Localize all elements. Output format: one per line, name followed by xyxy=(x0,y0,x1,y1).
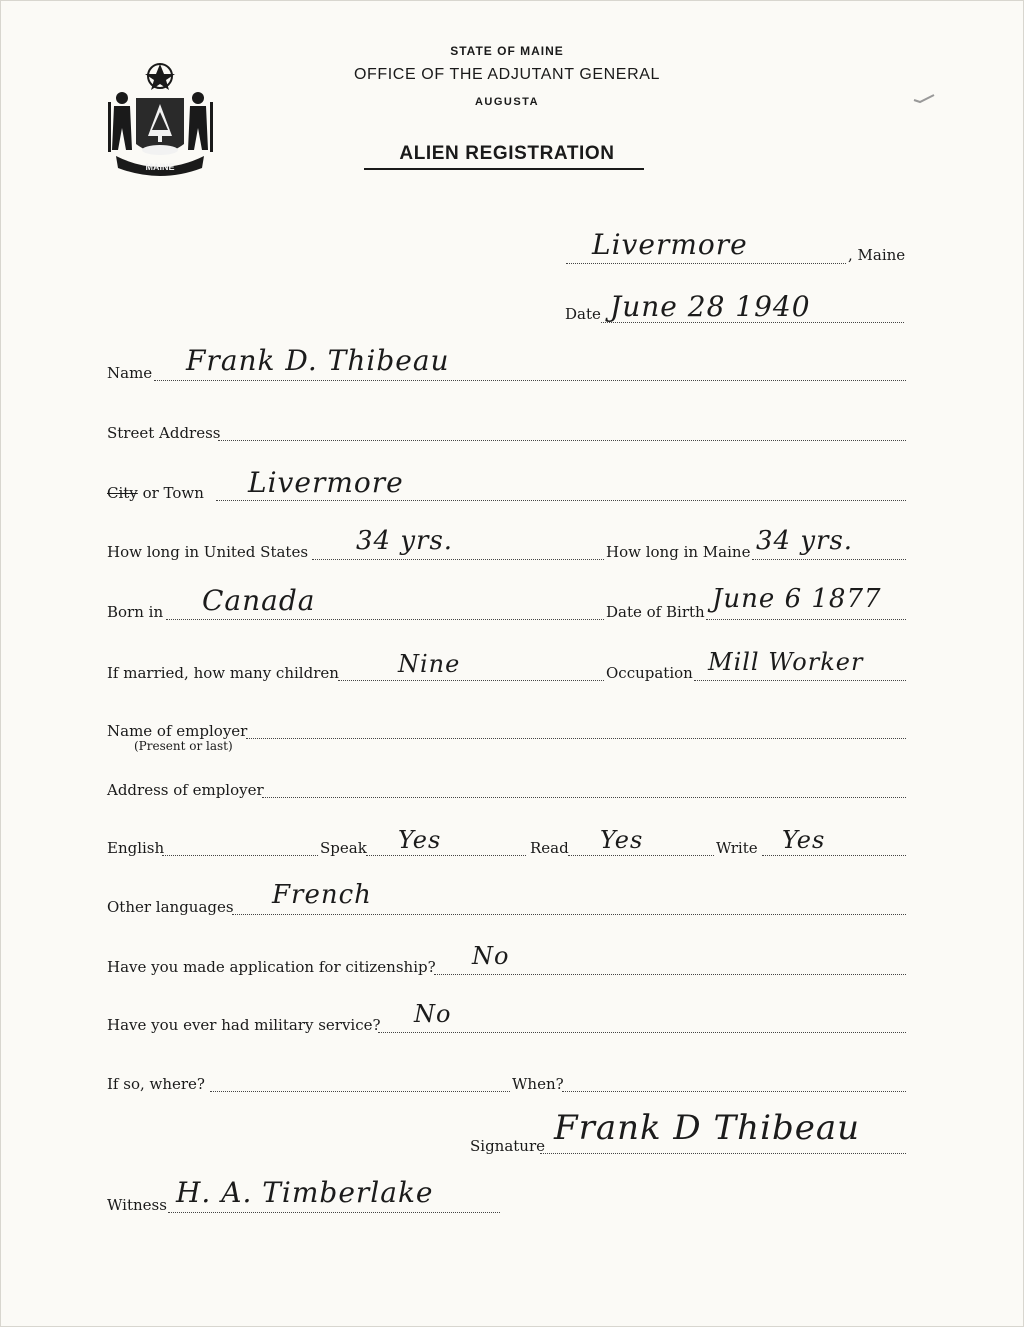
write-line xyxy=(762,854,906,856)
place-suffix: , Maine xyxy=(848,246,906,264)
date-of-birth-label: Date of Birth xyxy=(606,603,705,621)
born-in-line xyxy=(166,618,604,620)
children-value: Nine xyxy=(398,650,461,678)
city-struck-label: City xyxy=(107,484,138,502)
read-value: Yes xyxy=(600,826,644,854)
speak-label: Speak xyxy=(320,839,367,857)
header-state: STATE OF MAINE xyxy=(450,44,564,58)
occupation-label: Occupation xyxy=(606,664,693,682)
how-long-maine-line xyxy=(752,558,906,560)
occupation-value: Mill Worker xyxy=(708,648,864,676)
other-languages-line xyxy=(232,913,906,915)
town-label: or Town xyxy=(142,484,204,502)
born-in-value: Canada xyxy=(202,584,316,617)
how-long-maine-value: 34 yrs. xyxy=(756,526,854,556)
place-value: Livermore xyxy=(592,228,748,261)
employer-name-sublabel: (Present or last) xyxy=(134,739,233,753)
witness-label: Witness xyxy=(107,1196,167,1214)
place-line xyxy=(566,262,846,264)
date-of-birth-line xyxy=(706,618,906,620)
speak-value: Yes xyxy=(398,826,442,854)
name-label: Name xyxy=(107,364,153,382)
where-line xyxy=(210,1090,510,1092)
born-in-label: Born in xyxy=(107,603,164,621)
street-label: Street Address xyxy=(107,424,221,442)
employer-address-line xyxy=(262,796,906,798)
where-label: If so, where? xyxy=(107,1075,205,1093)
when-label: When? xyxy=(512,1075,564,1093)
employer-name-line xyxy=(246,737,906,739)
signature-line xyxy=(540,1152,906,1154)
how-long-us-value: 34 yrs. xyxy=(356,526,454,556)
how-long-us-line xyxy=(312,558,604,560)
signature-label: Signature xyxy=(470,1137,546,1155)
name-line xyxy=(154,379,906,381)
citizenship-label: Have you made application for citizenship? xyxy=(107,958,436,976)
svg-text:MAINE: MAINE xyxy=(145,162,175,172)
write-label: Write xyxy=(716,839,758,857)
how-long-maine-label: How long in Maine xyxy=(606,543,751,561)
other-languages-value: French xyxy=(272,880,372,910)
town-value: Livermore xyxy=(248,466,404,499)
employer-address-label: Address of employer xyxy=(107,781,264,799)
other-languages-label: Other languages xyxy=(107,898,234,916)
city-label xyxy=(107,484,204,502)
date-of-birth-value: June 6 1877 xyxy=(712,584,882,614)
citizenship-value: No xyxy=(472,942,510,970)
military-value: No xyxy=(414,1000,452,1028)
military-label: Have you ever had military service? xyxy=(107,1016,381,1034)
title-underline xyxy=(364,168,644,170)
street-line xyxy=(218,439,906,441)
speak-line xyxy=(366,854,526,856)
signature-value: Frank D Thibeau xyxy=(554,1108,860,1148)
employer-name-label: Name of employer xyxy=(107,722,248,740)
children-line xyxy=(338,679,604,681)
citizenship-line xyxy=(434,973,906,975)
write-value: Yes xyxy=(782,826,826,854)
how-long-us-label: How long in United States xyxy=(107,543,309,561)
check-mark-icon xyxy=(912,92,936,104)
english-label: English xyxy=(107,839,165,857)
read-line xyxy=(568,854,714,856)
date-label: Date xyxy=(565,305,601,323)
town-line xyxy=(216,499,906,501)
occupation-line xyxy=(694,679,906,681)
english-line xyxy=(162,854,318,856)
form-title: ALIEN REGISTRATION xyxy=(399,143,615,164)
children-label: If married, how many children xyxy=(107,664,339,682)
header-city: AUGUSTA xyxy=(474,96,540,108)
name-value: Frank D. Thibeau xyxy=(186,344,450,377)
read-label: Read xyxy=(530,839,569,857)
when-line xyxy=(562,1090,906,1092)
header-office: OFFICE OF THE ADJUTANT GENERAL xyxy=(353,66,661,83)
witness-line xyxy=(168,1211,500,1213)
date-value: June 28 1940 xyxy=(610,290,811,323)
military-line xyxy=(378,1031,906,1033)
witness-value: H. A. Timberlake xyxy=(176,1176,434,1209)
